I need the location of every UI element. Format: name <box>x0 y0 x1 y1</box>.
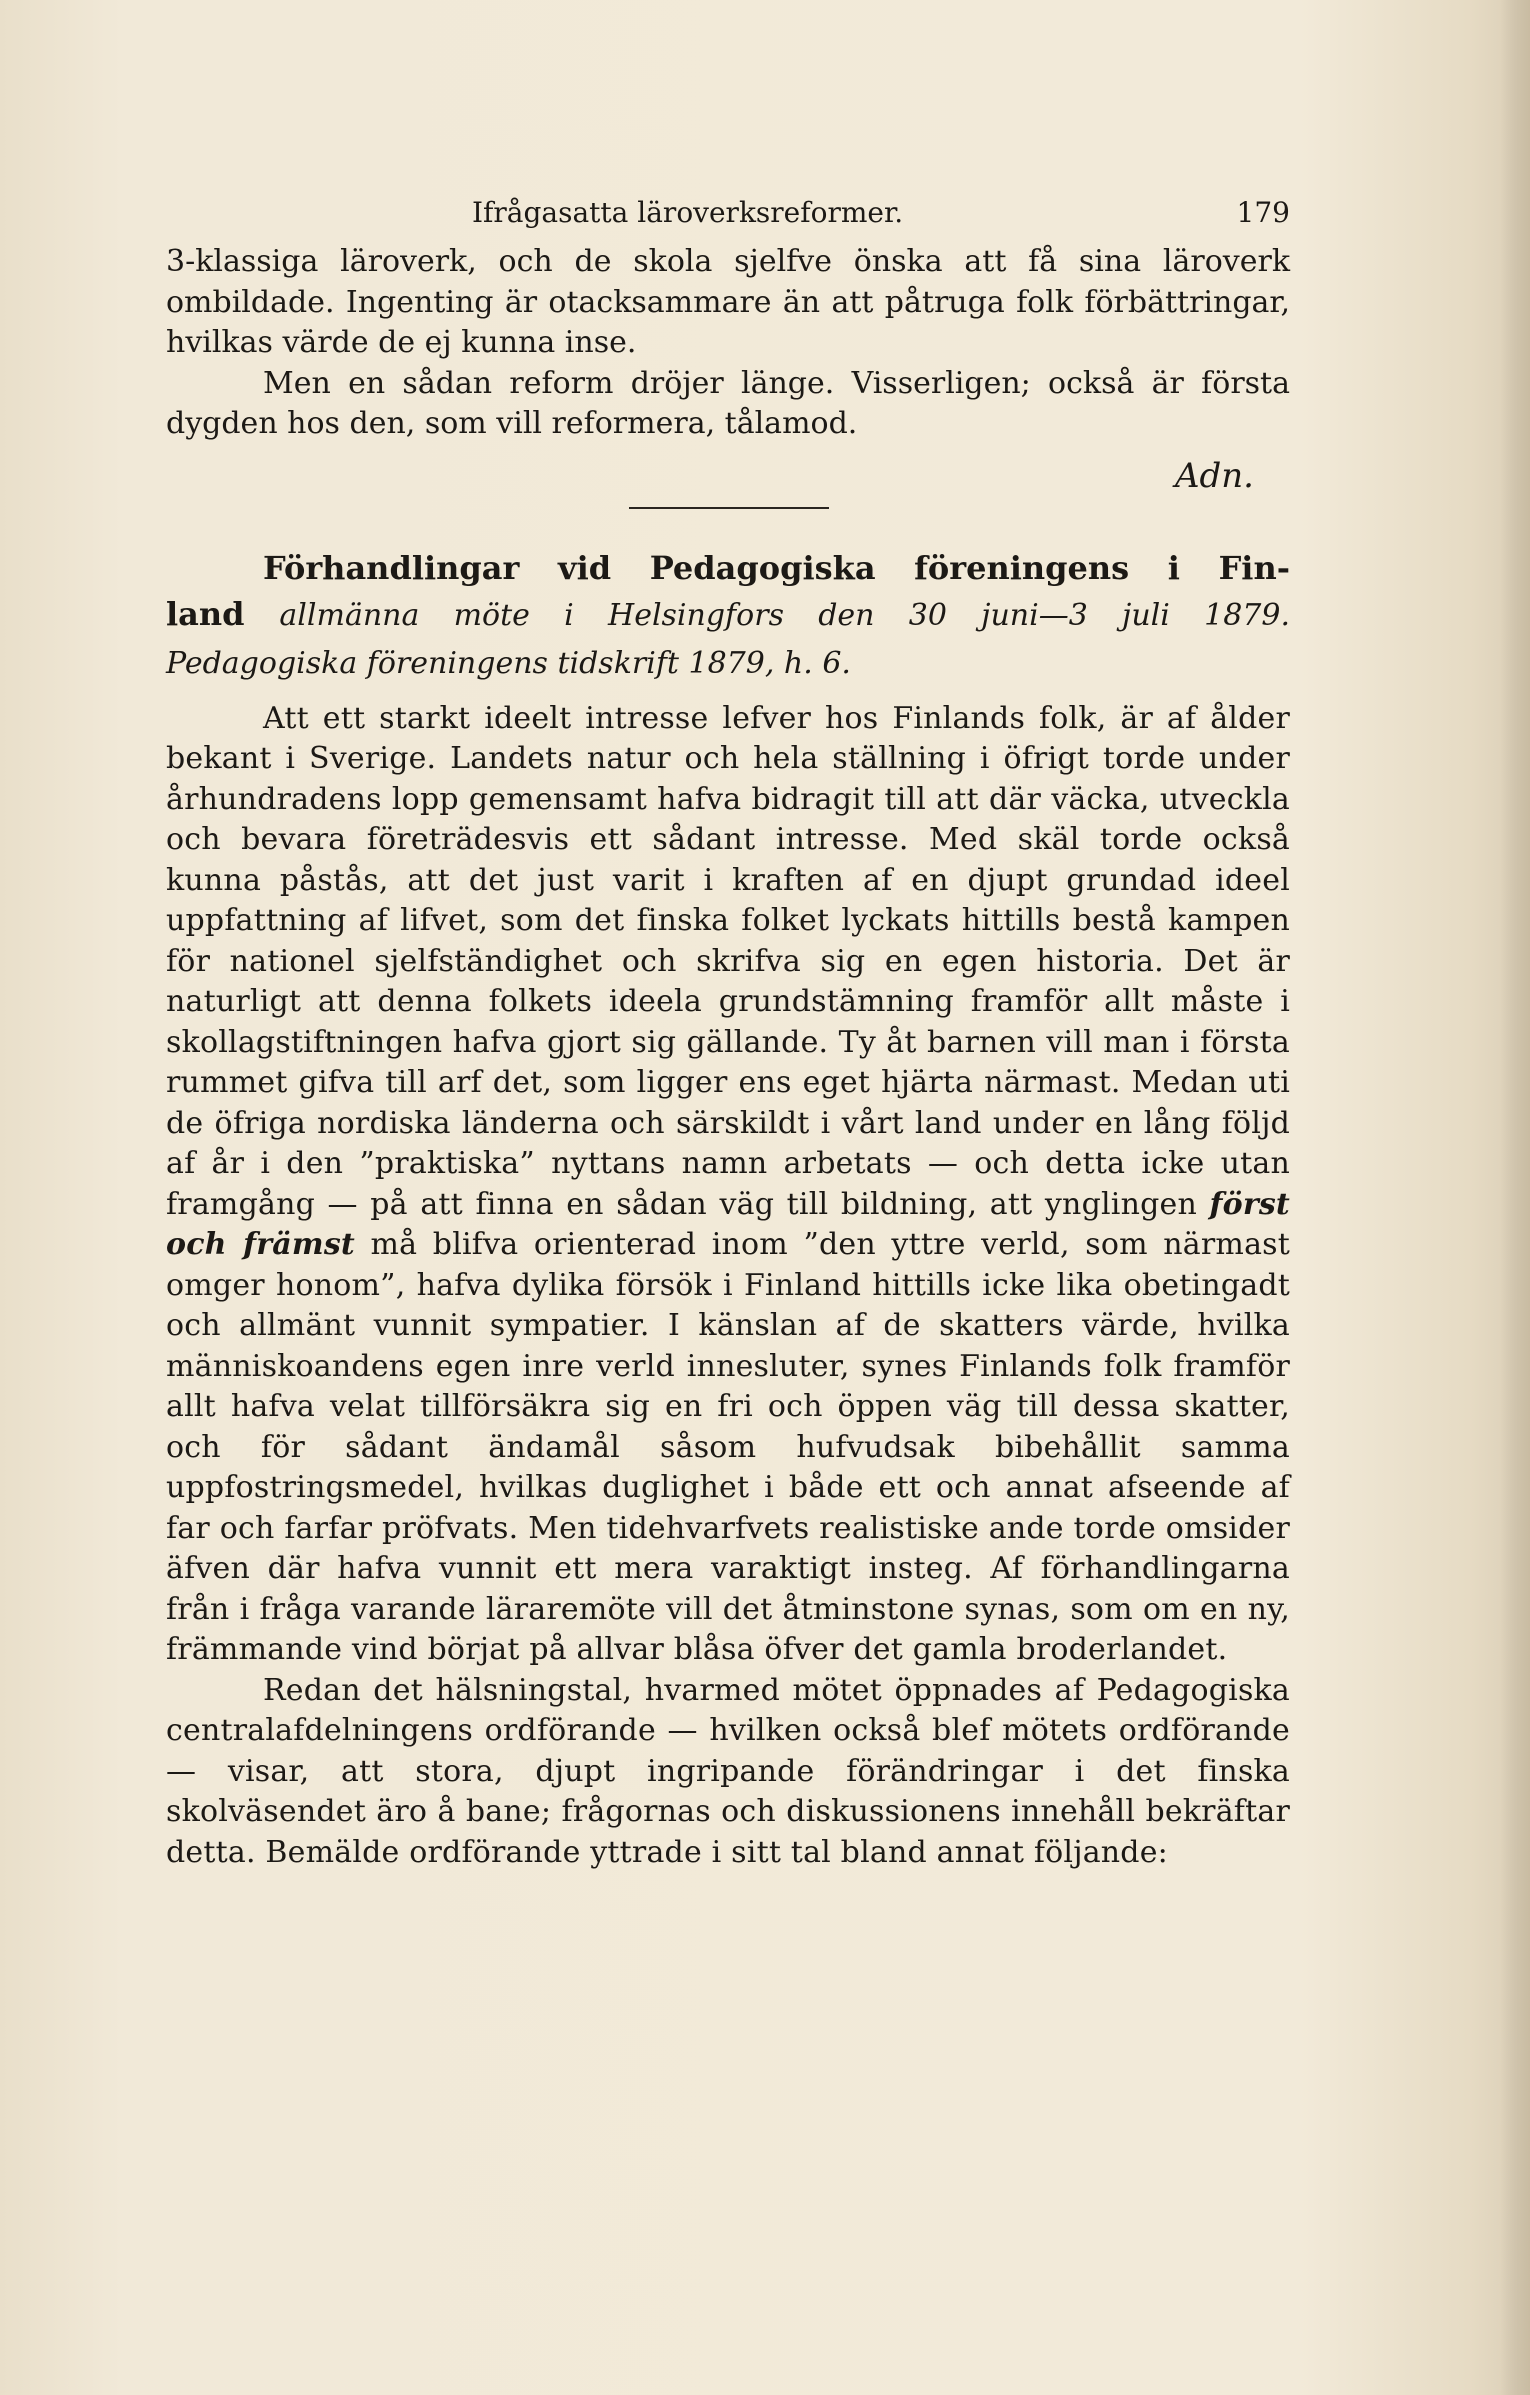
intro-paragraph-2: Men en sådan reform dröjer länge. Visserligen; också är första dygden hos den, som vill reformera, tålamod. <box>166 365 1290 441</box>
section-divider <box>629 507 829 509</box>
body-paragraph-2: Redan det hälsningstal, hvarmed mötet öppnades af Pedagogiska centralafdelningens ordförande — hvilken också blef mötets ordförande — visar, att stora, djupt ingripande förändringar i det finska skolväsendet äro å bane; frågornas och diskussionens innehåll bekräftar detta. Bemälde ordförande yttrade i sitt tal bland annat följande: <box>166 1672 1290 1870</box>
section-body <box>166 699 1290 1874</box>
body-paragraph-1-part-b: må blifva orienterad inom ”den yttre verld, som närmast omger honom”, hafva dylika försök i Finland hittills icke lika obetingadt och allmänt vunnit sympatier. I känslan af de skatters värde, hvilka människoandens egen inre verld innesluter, synes Finlands folk framför allt hafva velat tillförsäkra sig en fri och öppen väg till dessa skatter, och för sådant ändamål såsom hufvudsak bibehållit samma uppfostringsmedel, hvilkas duglighet i både ett och annat afseende af far och farfar pröfvats. Men tidehvarfvets realistiske ande torde omsider äfven där hafva vunnit ett mera varaktigt insteg. Af förhandlingarna från i fråga varande läraremöte vill det åtminstone synas, som om en ny, främmande vind börjat på allvar blåsa öfver det gamla broderlandet. <box>166 1227 1291 1667</box>
page-edge-shadow <box>1500 0 1530 2395</box>
heading-title-part-1: Förhandlingar vid Pedagogiska föreningens i Fin- <box>263 548 1290 587</box>
emphasis-forst-och-framst: först och främst <box>166 1186 1290 1262</box>
running-title: Ifrågasatta läroverksreformer. <box>472 196 904 229</box>
author-signature: Adn. <box>1174 455 1254 496</box>
page-content <box>166 184 1290 1873</box>
heading-line-2 <box>166 591 1290 639</box>
heading-title-part-2: land <box>166 594 245 633</box>
heading-meeting-info: allmänna möte i Helsingfors den 30 juni—3 juli 1879. <box>279 597 1290 633</box>
page-number: 179 <box>1236 196 1290 229</box>
body-paragraph-1 <box>166 699 1290 1671</box>
running-head <box>166 184 1290 242</box>
heading-source: Pedagogiska föreningens tidskrift 1879, h. 6. <box>166 645 851 681</box>
heading-line-1 <box>166 545 1290 591</box>
intro-paragraph-1: 3-klassiga läroverk, och de skola sjelfve önska att få sina läroverk ombildade. Ingenting är otacksammare än att påtruga folk förbättringar, hvilkas värde de ej kunna inse. <box>166 244 1290 360</box>
section-heading <box>166 545 1290 687</box>
body-paragraph-1-part-a: Att ett starkt ideelt intresse lefver hos Finlands folk, är af ålder bekant i Sverige. Landets natur och hela ställning i öfrigt torde under århundradens lopp gemensamt hafva bidragit till att där väcka, utveckla och bevara företrädesvis ett sådant intresse. Med skäl torde också kunna påstås, att det just varit i kraften af en djupt grundad ideel uppfattning af lifvet, som det finska folket lyckats hittills bestå kampen för nationel sjelfständighet och skrifva sig en egen historia. Det är naturligt att denna folkets ideela grundstämning framför allt måste i skollagstiftningen hafva gjort sig gällande. Ty åt barnen vill man i första rummet gifva till arf det, som ligger ens eget hjärta närmast. Medan uti de öfriga nordiska länderna och särskildt i vårt land under en lång följd af år i den ”praktiska” nyttans namn arbetats — och detta icke utan framgång — på att finna en sådan väg till bildning, att ynglingen <box>166 700 1290 1222</box>
heading-line-3 <box>166 639 1290 687</box>
